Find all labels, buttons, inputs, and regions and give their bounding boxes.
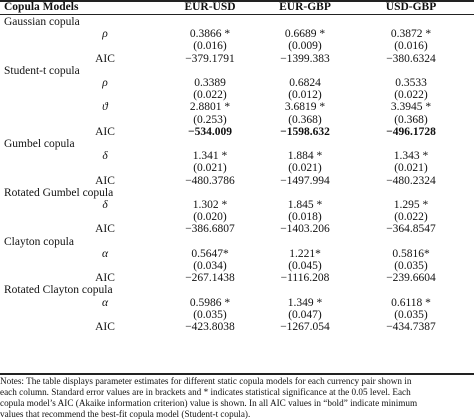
aic-value-cell: −364.8547 (386, 223, 436, 236)
standard-error-cell: (0.045) (288, 260, 322, 272)
estimate-cell: 0.5986 * (189, 296, 231, 309)
aic-value-cell: −1399.383 (280, 52, 330, 65)
section-label: Gaussian copula (4, 16, 80, 28)
standard-error-cell: (0.022) (394, 211, 428, 224)
notes-line: copula model’s AIC (Akaike information criterion) value is shown. In all AIC values in “bold” indicate minimum (0, 398, 418, 408)
estimate-cell: 1.302 * (192, 199, 228, 211)
aic-value-cell: −1267.054 (280, 321, 330, 333)
estimate-cell: 2.8801 * (189, 101, 231, 114)
aic-value-cell: −380.6324 (386, 52, 436, 65)
standard-error-cell: (0.034) (193, 260, 227, 272)
aic-label: AIC (95, 174, 115, 187)
estimate-cell: 0.3866 * (189, 28, 231, 41)
estimate-cell: 1.349 * (287, 296, 323, 309)
section-label: Gumbel copula (4, 138, 75, 150)
standard-error-cell: (0.020) (193, 211, 227, 224)
standard-error-cell: (0.368) (394, 113, 428, 126)
section-label: Clayton copula (4, 235, 74, 248)
header-usd-gbp: USD-GBP (385, 1, 437, 13)
table-header-rule (0, 14, 474, 15)
estimate-cell: 0.6689 * (284, 28, 326, 41)
estimate-cell: 0.5647* (191, 247, 229, 260)
estimate-cell: 3.6819 * (284, 101, 326, 114)
aic-label: AIC (95, 125, 115, 138)
aic-value-cell: −239.6604 (386, 272, 436, 285)
table-bottom-rule (0, 373, 474, 375)
standard-error-cell: (0.022) (193, 89, 227, 102)
standard-error-cell: (0.035) (394, 260, 428, 272)
parameter-label: δ (102, 150, 108, 163)
standard-error-cell: (0.018) (288, 211, 322, 224)
aic-label: AIC (95, 223, 115, 236)
standard-error-cell: (0.021) (193, 162, 227, 175)
notes-line: values that recommend the best-fit copula model (Student-t copula). (0, 409, 251, 419)
section-label: Student-t copula (4, 64, 80, 77)
table-notes (0, 376, 474, 420)
standard-error-cell: (0.012) (288, 89, 322, 102)
aic-value-cell: −496.1728 (386, 125, 436, 138)
aic-value-cell: −434.7387 (386, 321, 436, 333)
aic-value-cell: −379.1791 (185, 52, 235, 65)
standard-error-cell: (0.047) (288, 308, 322, 321)
aic-label: AIC (95, 52, 115, 65)
estimate-cell: 0.5816* (392, 247, 430, 260)
estimate-cell: 1.341 * (192, 150, 228, 163)
parameter-label: α (101, 296, 109, 309)
estimate-cell: 1.221* (289, 247, 321, 260)
parameter-label: ρ (102, 77, 108, 89)
parameter-label: δ (102, 199, 108, 211)
parameter-label: ρ (102, 28, 108, 41)
section-label: Rotated Clayton copula (4, 284, 113, 297)
notes-line: Notes: The table displays parameter estimates for different static copula models for each currency pair shown in (0, 376, 412, 386)
estimate-cell: 0.3533 (395, 77, 427, 89)
standard-error-cell: (0.009) (288, 40, 322, 53)
standard-error-cell: (0.035) (394, 308, 428, 321)
estimate-cell: 0.3389 (194, 77, 226, 89)
aic-value-cell: −534.009 (188, 125, 232, 138)
estimate-cell: 1.295 * (393, 199, 429, 211)
header-eur-usd: EUR-USD (184, 1, 236, 13)
standard-error-cell: (0.368) (288, 113, 322, 126)
aic-value-cell: −480.2324 (386, 174, 436, 187)
parameter-label: α (101, 247, 109, 260)
aic-value-cell: −1403.206 (280, 223, 330, 236)
aic-value-cell: −1598.632 (280, 125, 330, 138)
standard-error-cell: (0.021) (288, 162, 322, 175)
estimate-cell: 0.3872 * (390, 28, 432, 41)
standard-error-cell: (0.022) (394, 89, 428, 102)
aic-value-cell: −480.3786 (185, 174, 235, 187)
aic-value-cell: −1497.994 (280, 174, 330, 187)
notes-line: each column. Standard error values are in brackets and * indicates statistical significance at the 0.05 level. Each (0, 387, 411, 397)
header-copula-models: Copula Models (4, 1, 79, 13)
standard-error-cell: (0.016) (394, 40, 428, 53)
standard-error-cell: (0.016) (193, 40, 227, 53)
standard-error-cell: (0.021) (394, 162, 428, 175)
aic-value-cell: −423.8038 (185, 321, 235, 333)
estimate-cell: 1.343 * (393, 150, 429, 163)
standard-error-cell: (0.035) (193, 308, 227, 321)
aic-label: AIC (95, 321, 115, 333)
aic-value-cell: −1116.208 (280, 272, 330, 285)
estimate-cell: 1.884 * (287, 150, 323, 163)
section-label: Rotated Gumbel copula (4, 186, 114, 199)
aic-value-cell: −386.6807 (185, 223, 235, 236)
estimate-cell: 3.3945 * (390, 101, 432, 114)
standard-error-cell: (0.253) (193, 113, 227, 126)
parameter-label: ϑ (102, 101, 108, 114)
aic-value-cell: −267.1438 (185, 272, 235, 285)
estimate-cell: 0.6118 * (391, 296, 431, 309)
aic-label: AIC (95, 272, 115, 285)
estimate-cell: 0.6824 (289, 77, 321, 89)
header-eur-gbp: EUR-GBP (279, 1, 331, 13)
estimate-cell: 1.845 * (287, 199, 323, 211)
